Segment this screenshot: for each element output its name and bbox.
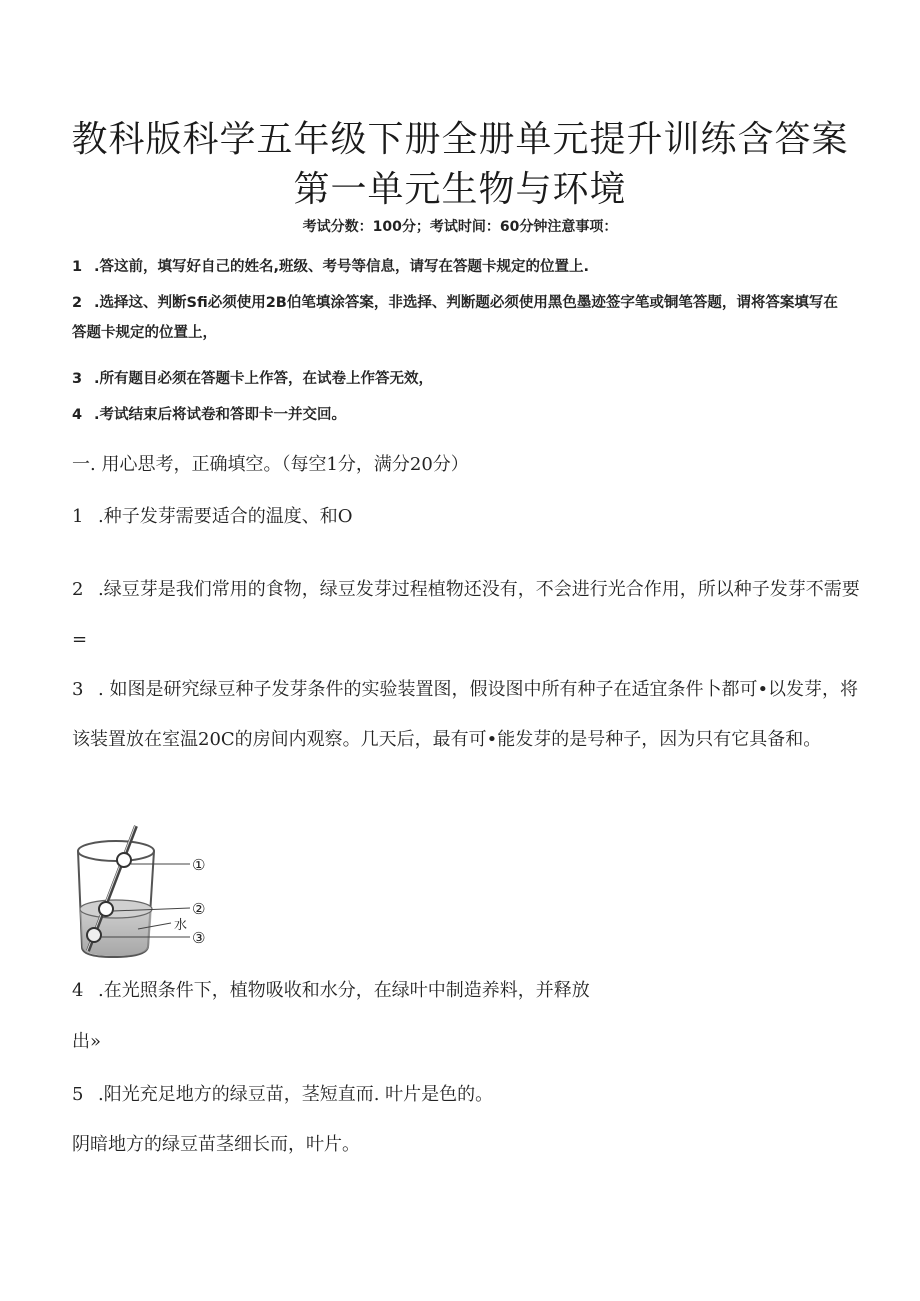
question-5-continuation: 阴暗地方的绿豆苗茎细长而，叶片。 [72,1134,360,1155]
question-2 [72,565,862,665]
seed-1 [117,853,131,867]
note-text: .答这前，填写好自己的姓名,班级、考号等信息，请写在答题卡规定的位置上. [94,259,590,275]
question-text: .阳光充足地方的绿豆苗，茎短直而. 叶片是色的。 [98,1084,494,1105]
note-number: 4 [72,407,83,423]
question-1 [72,492,862,542]
question-4 [72,966,862,1016]
question-text: .种子发芽需要适合的温度、和O [98,506,353,527]
unit-title: 第一单元生物与环境 [293,169,627,210]
seed-3 [87,928,101,942]
question-3 [72,665,862,765]
question-text: .在光照条件下，植物吸收和水分，在绿叶中制造养料，并释放 [98,980,590,1001]
question-number: 5 [72,1084,84,1105]
note-number: 1 [72,259,83,275]
note-item [72,252,852,282]
exam-info: 考试分数：100分；考试时间：60分钟注意事项： [302,219,618,235]
note-item [72,364,852,394]
note-text: .所有题目必须在答题卡上作答，在试卷上作答无效， [94,371,434,387]
note-item [72,400,852,430]
note-text: .选择这、判断Sfi必须使用2B伯笔填涂答案，非选择、判断题必须使用黑色墨迹签字笔或铜笔答题，谓将答案填写在答题卡规定的位置上， [72,295,838,341]
label-1: ① [192,856,206,874]
water-surface [80,900,152,918]
question-number: 2 [72,579,84,600]
label-2: ② [192,900,206,918]
document-title: 教科版科学五年级下册全册单元提升训练含答案 [71,119,849,160]
question-4-continuation: 出» [72,1031,102,1052]
question-text: . 如图是研究绿豆种子发芽条件的实验装置图，假设图中所有种子在适宜条件卜都可•以发芽，将该装置放在室温20C的房间内观察。几天后，最有可•能发芽的是号种子，因为只有它具备和。 [72,679,859,750]
note-number: 2 [72,295,83,311]
section-heading: 一. 用心思考，正确填空。（每空1分，满分20分） [72,454,469,475]
question-text: .绿豆芽是我们常用的食物，绿豆发芽过程植物还没有，不会进行光合作用，所以种子发芽不需要= [72,579,860,650]
label-water: 水 [174,918,188,933]
question-number: 4 [72,980,84,1001]
label-3: ③ [192,929,206,947]
question-5 [72,1070,862,1120]
note-item [72,288,852,348]
question-number: 3 [72,679,84,700]
note-text: .考试结束后将试卷和答即卡一并交回。 [94,407,347,423]
note-number: 3 [72,371,83,387]
seed-2 [99,902,113,916]
question-number: 1 [72,506,84,527]
seed-experiment-figure [68,823,218,965]
